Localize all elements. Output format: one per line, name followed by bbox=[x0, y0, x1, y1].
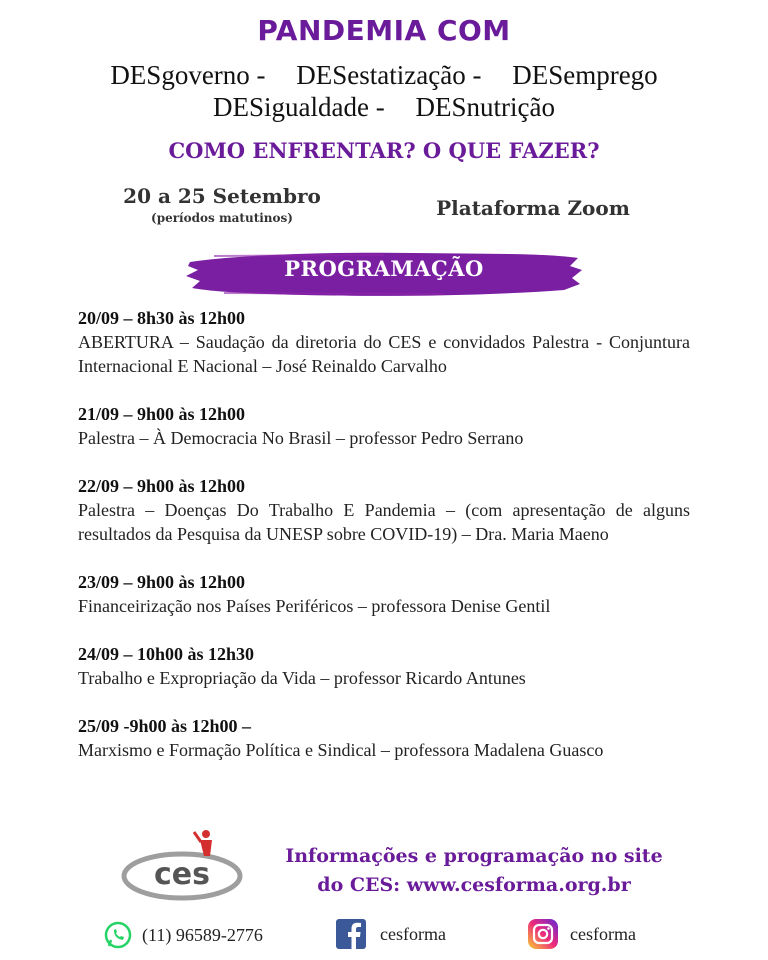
facebook-handle: cesforma bbox=[380, 923, 446, 944]
site-info bbox=[256, 842, 692, 900]
instagram-contact[interactable] bbox=[528, 918, 636, 950]
schedule-date: 24/09 – 10h00 às 12h30 bbox=[78, 644, 255, 664]
whatsapp-number: (11) 96589-2776 bbox=[142, 924, 263, 945]
subtitle-item: DESgoverno - bbox=[110, 60, 266, 90]
schedule-date: 25/09 -9h00 às 12h00 – bbox=[78, 716, 252, 736]
schedule-item bbox=[78, 714, 690, 762]
site-info-line-2[interactable]: do CES: www.cesforma.org.br bbox=[317, 874, 631, 896]
question-heading: COMO ENFRENTAR? O QUE FAZER? bbox=[168, 138, 600, 163]
schedule-description: Palestra – À Democracia No Brasil – professor Pedro Serrano bbox=[78, 428, 524, 448]
event-title: PANDEMIA COM bbox=[257, 14, 511, 47]
whatsapp-contact[interactable] bbox=[104, 920, 263, 950]
facebook-icon bbox=[336, 919, 366, 949]
event-dates-note: (períodos matutinos) bbox=[151, 211, 293, 225]
schedule-description: Palestra – Doenças Do Trabalho E Pandemia – (com apresentação de alguns resultados da Pesquisa da UNESP sobre COVID-19) – Dra. Maria Maeno bbox=[78, 500, 690, 544]
subtitle-item: DESestatização - bbox=[296, 60, 482, 90]
site-info-line-1: Informações e programação no site bbox=[285, 845, 663, 867]
schedule-item bbox=[78, 474, 690, 546]
schedule-date: 21/09 – 9h00 às 12h00 bbox=[78, 404, 246, 424]
ces-logo bbox=[120, 826, 250, 906]
schedule-item bbox=[78, 306, 690, 378]
subtitle-line-1 bbox=[0, 60, 768, 91]
subtitle-item: DESnutrição bbox=[415, 92, 555, 122]
instagram-icon bbox=[528, 919, 558, 949]
facebook-contact[interactable] bbox=[336, 918, 446, 950]
subtitle-item: DESigualdade - bbox=[213, 92, 385, 122]
schedule-description: Marxismo e Formação Política e Sindical – professora Madalena Guasco bbox=[78, 740, 604, 760]
instagram-handle: cesforma bbox=[570, 923, 636, 944]
event-dates: 20 a 25 Setembro bbox=[123, 184, 321, 208]
schedule-description: ABERTURA – Saudação da diretoria do CES e convidados Palestra - Conjuntura Internacional E Nacional – José Reinaldo Carvalho bbox=[78, 332, 690, 376]
schedule-date: 23/09 – 9h00 às 12h00 bbox=[78, 572, 246, 592]
schedule-item bbox=[78, 570, 690, 618]
subtitle-item: DESemprego bbox=[512, 60, 658, 90]
schedule-item bbox=[78, 642, 690, 690]
whatsapp-icon bbox=[104, 921, 132, 949]
logo-figure-icon bbox=[194, 830, 212, 856]
schedule-date: 20/09 – 8h30 às 12h00 bbox=[78, 308, 246, 328]
schedule-description: Trabalho e Expropriação da Vida – professor Ricardo Antunes bbox=[78, 668, 526, 688]
programacao-heading: PROGRAMAÇÃO bbox=[284, 256, 484, 281]
schedule-date: 22/09 – 9h00 às 12h00 bbox=[78, 476, 246, 496]
schedule-list bbox=[78, 306, 690, 786]
event-platform: Plataforma Zoom bbox=[436, 196, 630, 220]
logo-text: ces bbox=[154, 857, 210, 892]
schedule-item bbox=[78, 402, 690, 450]
subtitle-line-2 bbox=[0, 92, 768, 123]
schedule-description: Financeirização nos Países Periféricos – professora Denise Gentil bbox=[78, 596, 551, 616]
